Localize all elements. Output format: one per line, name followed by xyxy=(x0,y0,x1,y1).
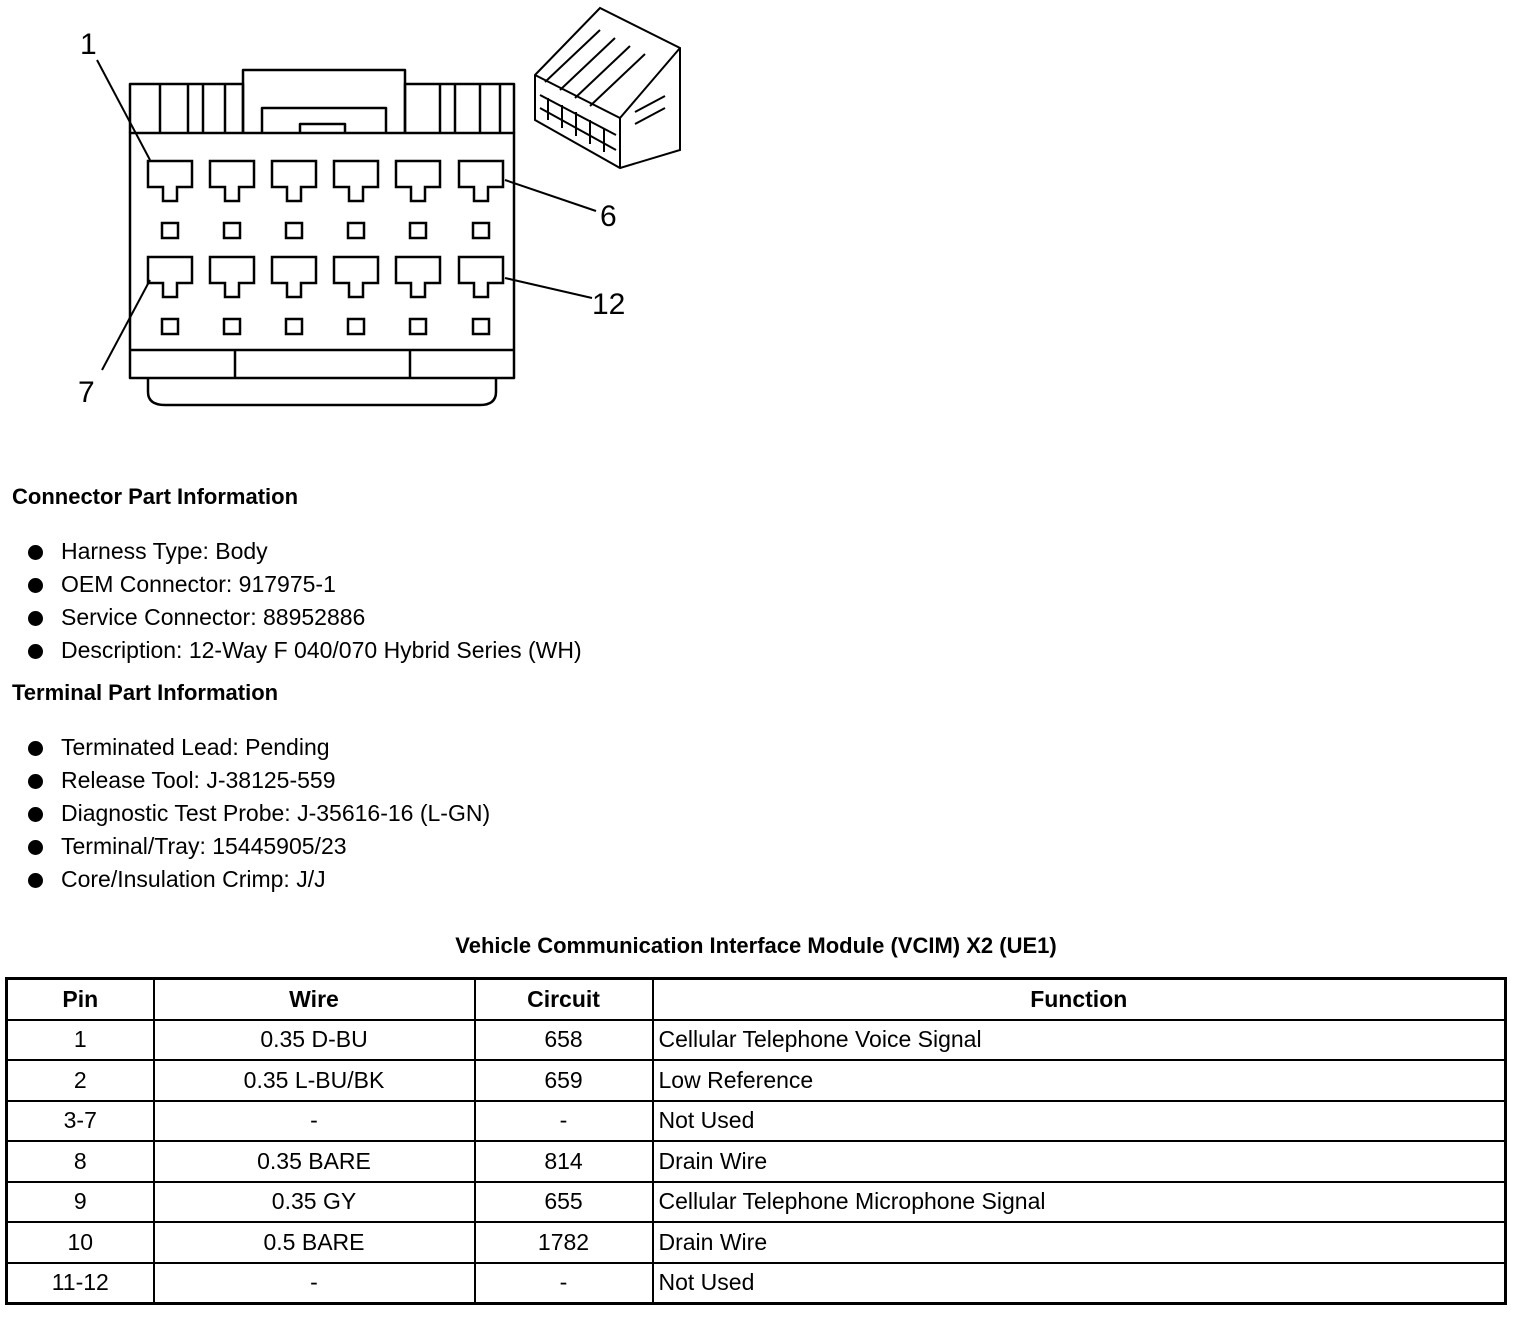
cell-circuit: 814 xyxy=(475,1141,653,1182)
list-item: Harness Type: Body xyxy=(28,535,582,568)
connector-part-info-heading: Connector Part Information xyxy=(12,484,299,509)
list-item: Terminated Lead: Pending xyxy=(28,731,490,764)
pin-label-6: 6 xyxy=(600,200,617,233)
cell-function: Cellular Telephone Voice Signal xyxy=(653,1020,1506,1061)
terminal-cavity-9 xyxy=(272,257,316,297)
probe-square-2 xyxy=(224,223,240,238)
list-item: Diagnostic Test Probe: J-35616-16 (L-GN) xyxy=(28,797,490,830)
terminal-cavity-5 xyxy=(396,161,440,201)
table-row xyxy=(7,1182,1506,1223)
cell-function: Cellular Telephone Microphone Signal xyxy=(653,1182,1506,1223)
column-header-wire: Wire xyxy=(154,979,475,1020)
cell-wire: 0.35 GY xyxy=(154,1182,475,1223)
terminal-cavity-10 xyxy=(334,257,378,297)
bullet-icon xyxy=(28,545,43,560)
cell-pin: 2 xyxy=(7,1060,154,1101)
cell-function: Drain Wire xyxy=(653,1222,1506,1263)
terminal-part-info-list xyxy=(28,731,490,896)
column-header-circuit: Circuit xyxy=(475,979,653,1020)
cell-pin: 3-7 xyxy=(7,1101,154,1142)
connector-face-diagram xyxy=(0,0,700,420)
table-row xyxy=(7,1222,1506,1263)
list-item: OEM Connector: 917975-1 xyxy=(28,568,582,601)
pin-label-7: 7 xyxy=(78,376,95,409)
cell-function: Not Used xyxy=(653,1263,1506,1304)
terminal-part-info-heading: Terminal Part Information xyxy=(12,680,279,705)
cell-function: Drain Wire xyxy=(653,1141,1506,1182)
bullet-icon xyxy=(28,741,43,756)
terminal-cavity-1 xyxy=(148,161,192,201)
terminal-cavity-4 xyxy=(334,161,378,201)
list-item: Release Tool: J-38125-559 xyxy=(28,764,490,797)
cell-circuit: 659 xyxy=(475,1060,653,1101)
cell-circuit: - xyxy=(475,1101,653,1142)
cell-wire: 0.5 BARE xyxy=(154,1222,475,1263)
probe-square-10 xyxy=(348,319,364,334)
table-row xyxy=(7,1263,1506,1304)
pin-label-12: 12 xyxy=(592,288,626,321)
terminal-cavity-8 xyxy=(210,257,254,297)
probe-square-12 xyxy=(473,319,489,334)
bullet-icon xyxy=(28,774,43,789)
list-item: Description: 12-Way F 040/070 Hybrid Series (WH) xyxy=(28,634,582,667)
pinout-table xyxy=(5,977,1507,1305)
table-row xyxy=(7,1141,1506,1182)
connector-part-info-list xyxy=(28,535,582,667)
bullet-icon xyxy=(28,644,43,659)
terminal-cavity-3 xyxy=(272,161,316,201)
terminal-cavity-7 xyxy=(148,257,192,297)
table-row xyxy=(7,1020,1506,1061)
probe-square-8 xyxy=(224,319,240,334)
terminal-cavity-11 xyxy=(396,257,440,297)
cell-wire: - xyxy=(154,1101,475,1142)
table-row xyxy=(7,1101,1506,1142)
column-header-pin: Pin xyxy=(7,979,154,1020)
pin-label-1: 1 xyxy=(80,28,97,61)
cell-pin: 9 xyxy=(7,1182,154,1223)
pinout-table-title: Vehicle Communication Interface Module (VCIM) X2 (UE1) xyxy=(455,933,1057,958)
table-header-row xyxy=(7,979,1506,1020)
cell-function: Low Reference xyxy=(653,1060,1506,1101)
cell-circuit: - xyxy=(475,1263,653,1304)
bullet-icon xyxy=(28,611,43,626)
cell-pin: 8 xyxy=(7,1141,154,1182)
list-item: Core/Insulation Crimp: J/J xyxy=(28,863,490,896)
probe-square-7 xyxy=(162,319,178,334)
cell-pin: 10 xyxy=(7,1222,154,1263)
probe-square-3 xyxy=(286,223,302,238)
cell-function: Not Used xyxy=(653,1101,1506,1142)
cell-wire: - xyxy=(154,1263,475,1304)
cell-wire: 0.35 D-BU xyxy=(154,1020,475,1061)
bullet-icon xyxy=(28,840,43,855)
table-row xyxy=(7,1060,1506,1101)
cell-pin: 11-12 xyxy=(7,1263,154,1304)
cell-circuit: 658 xyxy=(475,1020,653,1061)
terminal-cavity-2 xyxy=(210,161,254,201)
cell-wire: 0.35 BARE xyxy=(154,1141,475,1182)
bullet-icon xyxy=(28,807,43,822)
connector-isometric-icon xyxy=(535,8,680,168)
probe-square-4 xyxy=(348,223,364,238)
cell-pin: 1 xyxy=(7,1020,154,1061)
bullet-icon xyxy=(28,873,43,888)
probe-square-9 xyxy=(286,319,302,334)
cell-wire: 0.35 L-BU/BK xyxy=(154,1060,475,1101)
cell-circuit: 1782 xyxy=(475,1222,653,1263)
terminal-cavity-12 xyxy=(459,257,503,297)
bullet-icon xyxy=(28,578,43,593)
cell-circuit: 655 xyxy=(475,1182,653,1223)
terminal-cavity-6 xyxy=(459,161,503,201)
list-item: Terminal/Tray: 15445905/23 xyxy=(28,830,490,863)
probe-square-11 xyxy=(410,319,426,334)
column-header-function: Function xyxy=(653,979,1506,1020)
probe-square-1 xyxy=(162,223,178,238)
probe-square-6 xyxy=(473,223,489,238)
list-item: Service Connector: 88952886 xyxy=(28,601,582,634)
connector-body xyxy=(130,133,514,378)
probe-square-5 xyxy=(410,223,426,238)
connector-drawing xyxy=(0,0,700,420)
